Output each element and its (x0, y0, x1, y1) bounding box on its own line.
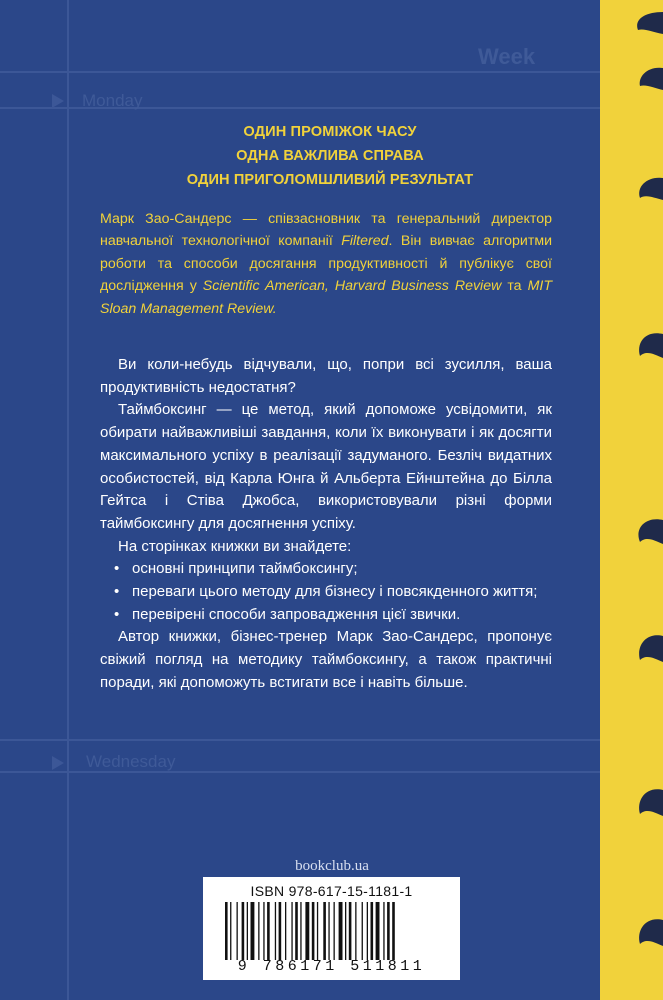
isbn-text: ISBN 978-617-15-1181-1 (250, 883, 413, 899)
author-bio-text-2: . Він вивчає алгоритми роботи та способи досягання продуктивності й публікує свої дослідження у (100, 233, 552, 295)
author-bio-journal-last: MIT Sloan Management Review. (100, 278, 552, 317)
feature-list (100, 558, 552, 626)
barcode-bars (225, 902, 438, 960)
headline-block (180, 120, 480, 192)
body-paragraph-2: Таймбоксинг — це метод, який допоможе усвідомити, як обирати найважливіші завдання, коли їх виконувати і як досягти максимального успіху в реалізації задуманого. Безліч видатних особистостей, від Карла Юнга й Альберта Ейнштейна до Білла Гейтса і Стіва Джобса, використовували різні форми таймбоксингу для досягнення успіху. (100, 401, 552, 532)
planner-wednesday-label: Wednesday (86, 752, 176, 771)
headline-line-1: ОДИН ПРОМІЖОК ЧАСУ (243, 124, 417, 140)
binder-ring-icons (600, 0, 663, 1000)
publisher-website: bookclub.ua (295, 858, 369, 874)
body-paragraph-4: Автор книжки, бізнес-тренер Марк Зао-Сандерс, пропонує свіжий погляд на методику таймбоксингу, а також практичні поради, які допоможуть встигати все і навіть більше. (100, 628, 552, 691)
list-item: • основні принципи таймбоксингу; (132, 558, 552, 581)
author-bio-journals: Scientific American, Harvard Business Review (202, 278, 502, 295)
barcode-digits: 9 786171 511811 (237, 958, 426, 975)
author-bio (100, 208, 552, 320)
author-bio-text-1: Марк Зао-Сандерс — співзасновник та генеральний директор навчальної технологічної компанії (100, 211, 552, 250)
headline-line-2: ОДНА ВАЖЛИВА СПРАВА (236, 148, 424, 164)
list-item: • перевірені способи запровадження цієї звички. (132, 604, 552, 627)
description-body (100, 354, 552, 695)
yellow-spine-strip (600, 0, 663, 1000)
author-bio-company: Filtered (341, 233, 389, 250)
headline-line-3: ОДИН ПРИГОЛОМШЛИВИЙ РЕЗУЛЬТАТ (186, 172, 474, 188)
list-item: • переваги цього методу для бізнесу і повсякденного життя; (132, 581, 552, 604)
body-paragraph-1: Ви коли-небудь відчували, що, попри всі зусилля, ваша продуктивність недостатня? (100, 356, 552, 396)
planner-monday-label: Monday (82, 91, 143, 110)
body-paragraph-3: На сторінках книжки ви знайдете: (118, 537, 352, 555)
barcode-panel (203, 877, 460, 980)
author-bio-text-3: та (501, 278, 528, 295)
planner-week-label: Week (478, 44, 536, 69)
